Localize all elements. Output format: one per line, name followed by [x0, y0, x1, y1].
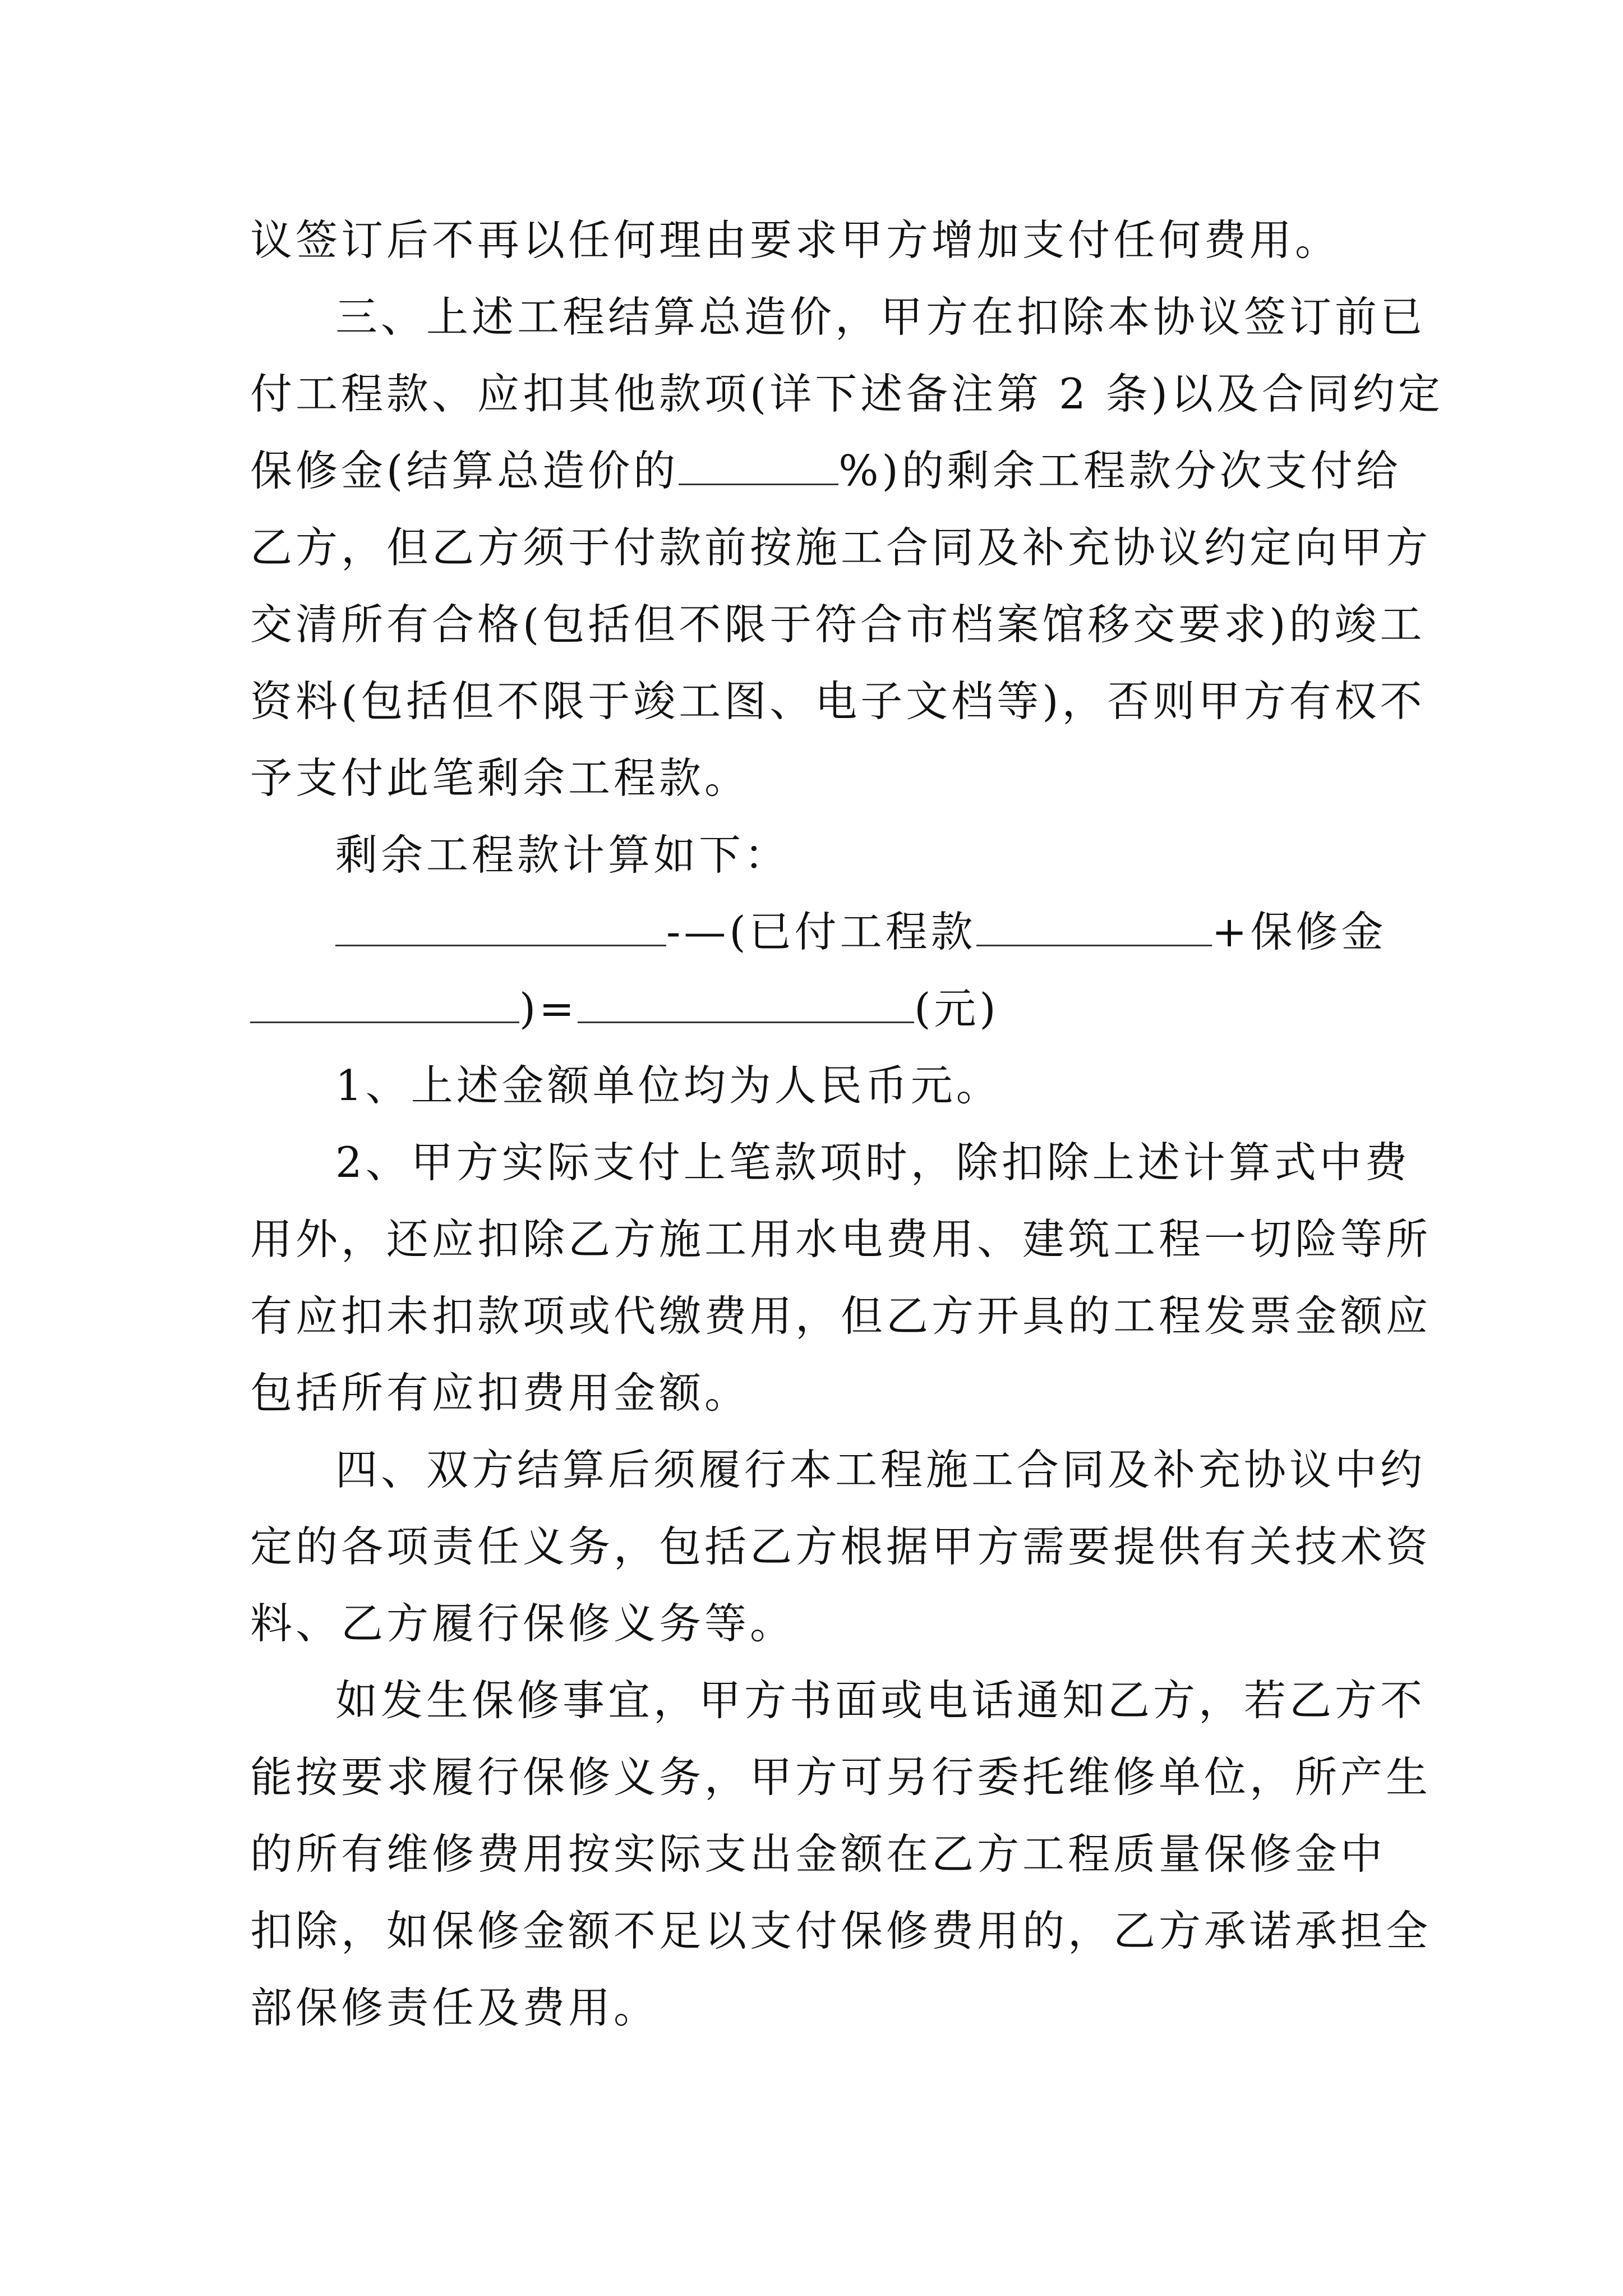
remaining-amount-blank [578, 978, 914, 1023]
warranty-paragraph-line: 能按要求履行保修义务，甲方可另行委托维修单位，所产生 [250, 1752, 1432, 1802]
note-2-line: 包括所有应扣费用金额。 [250, 1368, 750, 1418]
warranty-paragraph-line: 如发生保修事宜，甲方书面或电话通知乙方，若乙方不 [335, 1676, 1426, 1725]
clause-3-text: 保修金(结算总造价的 [250, 446, 679, 495]
calc-text: +保修金 [1211, 907, 1387, 956]
calc-formula-line [250, 894, 1387, 970]
calc-heading: 剩余工程款计算如下： [335, 830, 790, 880]
calc-text: (元) [914, 984, 999, 1033]
clause-4-line: 定的各项责任义务，包括乙方根据甲方需要提供有关技术资 [250, 1522, 1432, 1571]
retention-amount-blank [250, 978, 519, 1023]
clause-3-line: 付工程款、应扣其他款项(详下述备注第 2 条)以及合同约定 [250, 369, 1444, 418]
note-1: 1、上述金额单位均为人民币元。 [335, 1061, 1002, 1110]
clause-3-line: 乙方，但乙方须于付款前按施工合同及补充协议约定向甲方 [250, 523, 1432, 572]
calc-text: -—(已付工程款 [666, 907, 976, 956]
note-2-line: 用外，还应扣除乙方施工用水电费用、建筑工程一切险等所 [250, 1214, 1432, 1264]
clause-3-line: 交清所有合格(包括但不限于符合市档案馆移交要求)的竣工 [250, 600, 1426, 649]
calc-text: )= [519, 984, 578, 1033]
paid-amount-blank [976, 901, 1212, 946]
clause-3-line: 予支付此笔剩余工程款。 [250, 753, 750, 803]
clause-3-line: 资料(包括但不限于竣工图、电子文档等)，否则甲方有权不 [250, 677, 1426, 726]
settlement-total-blank [335, 901, 666, 946]
clause-3-text: %)的剩余工程款分次支付给 [838, 446, 1401, 495]
clause-3-line: 三、上述工程结算总造价，甲方在扣除本协议签订前已 [335, 292, 1426, 342]
calc-formula-line [250, 970, 1375, 1047]
warranty-paragraph-line: 扣除，如保修金额不足以支付保修费用的，乙方承诺承担全 [250, 1906, 1432, 1955]
retention-percent-blank [679, 440, 838, 485]
warranty-paragraph-line: 部保修责任及费用。 [250, 1983, 660, 2032]
document-page [250, 202, 1444, 2046]
clause-4-line: 四、双方结算后须履行本工程施工合同及补充协议中约 [335, 1445, 1426, 1494]
clause-4-line: 料、乙方履行保修义务等。 [250, 1599, 796, 1648]
warranty-paragraph-line: 的所有维修费用按实际支出金额在乙方工程质量保修金中 [250, 1829, 1386, 1879]
paragraph-line: 议签订后不再以任何理由要求甲方增加支付任何费用。 [250, 215, 1341, 265]
note-2-line: 2、甲方实际支付上笔款项时，除扣除上述计算式中费 [335, 1138, 1410, 1187]
clause-3-line [250, 432, 1401, 509]
note-2-line: 有应扣未扣款项或代缴费用，但乙方开具的工程发票金额应 [250, 1291, 1432, 1341]
